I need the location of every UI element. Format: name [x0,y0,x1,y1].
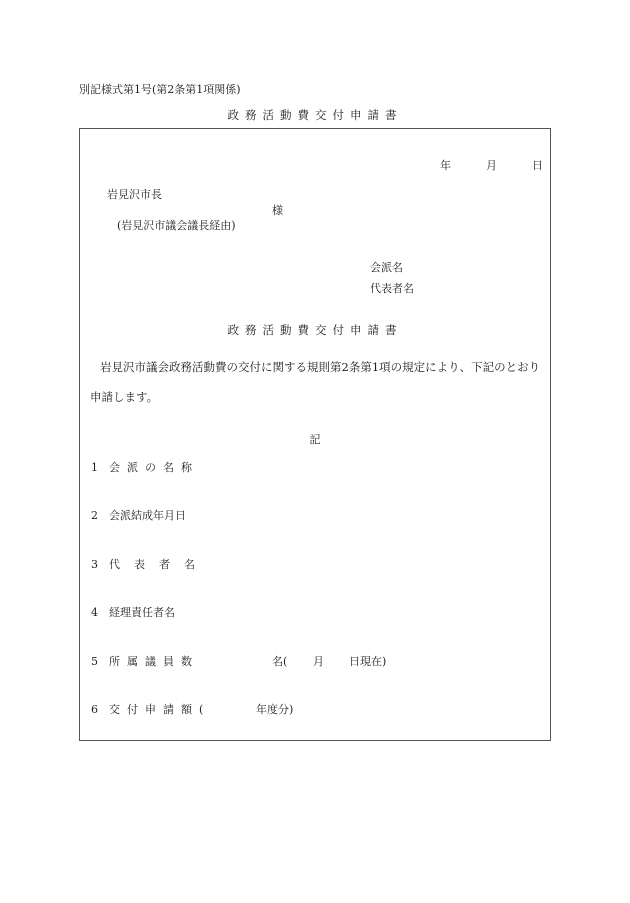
item-6-suffix: 年度分) [256,703,294,716]
ki-heading: 記 [309,433,321,446]
item-label: 経理責任者名 [109,606,175,619]
item-label: 会派結成年月日 [109,509,186,522]
date-row [440,157,543,173]
item-5-members-suffix: 名( [272,655,288,668]
item-number: 6 [91,703,98,716]
item-6 [91,701,210,717]
item-2 [91,507,186,523]
item-3 [91,556,209,572]
item-5-day-suffix: 日現在) [349,655,387,668]
inner-title: 政務活動費交付申請書 [227,323,403,337]
item-number: 3 [91,558,98,571]
item-number: 2 [91,509,98,522]
item-label: 所属議員数 [109,655,199,668]
item-5-month: 月 [313,655,324,668]
item-label: 代表者名 [109,558,209,571]
item-number: 5 [91,655,98,668]
representative-label: 代表者名 [370,282,414,295]
item-label: 会派の名称 [109,461,199,474]
via-note: (岩見沢市議会議長経由) [117,219,236,232]
item-number: 4 [91,606,98,619]
year-label: 年 [440,159,451,172]
item-5 [91,653,199,669]
form-reference: 別記様式第1号(第2条第1項関係) [79,83,241,96]
item-4 [91,604,175,620]
month-label: 月 [486,159,497,172]
day-label: 日 [532,159,543,172]
honorific: 様 [272,204,283,217]
addressee: 岩見沢市長 [107,188,162,201]
document-title: 政務活動費交付申請書 [227,108,403,122]
item-label: 交付申請額( [109,703,211,716]
faction-label: 会派名 [370,261,403,274]
item-1 [91,459,199,475]
body-text: 岩見沢市議会政務活動費の交付に関する規則第2条第1項の規定により、下記のとおり申請します。 [90,360,541,404]
item-number: 1 [91,461,98,474]
